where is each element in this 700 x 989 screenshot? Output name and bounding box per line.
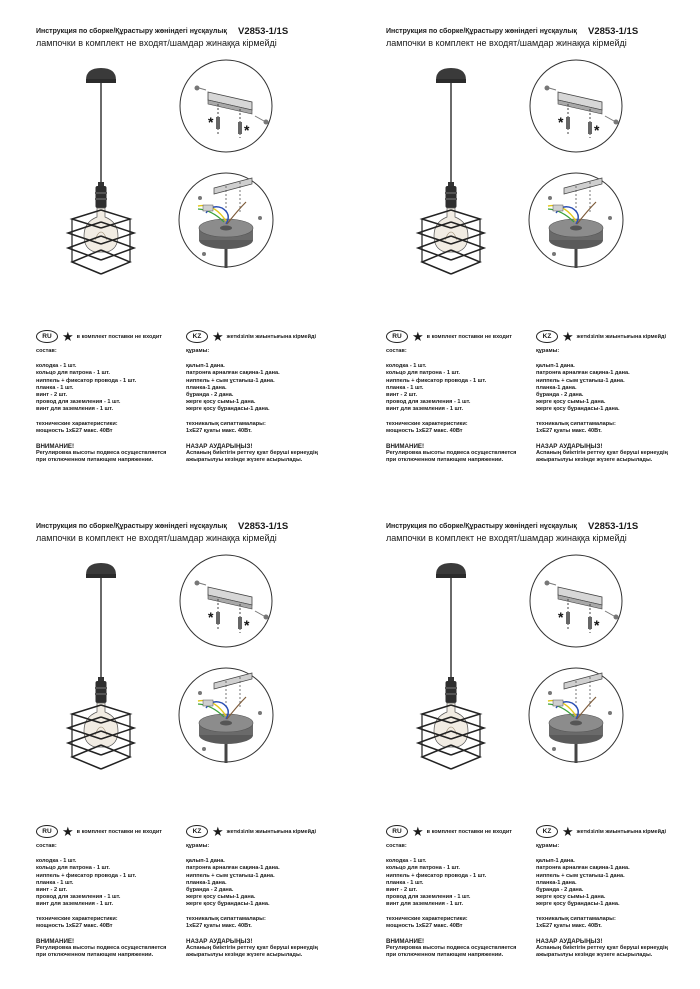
ru-item: планка - 1 шт.	[36, 384, 74, 391]
ru-badge: RU	[386, 825, 408, 838]
ru-specs-value: мощность 1хЕ27 макс. 40Вт	[36, 427, 113, 434]
kz-item: жерге қосу сымы-1 дана.	[186, 399, 256, 406]
kz-item: планка-1 дана.	[536, 384, 577, 391]
model-number: V2853-1/1S	[238, 26, 289, 37]
ru-item: кольцо для патрона - 1 шт.	[36, 370, 110, 377]
ru-item: провод для заземления - 1 шт.	[36, 399, 121, 406]
ru-not-included-note: в комплект поставки не входит	[426, 828, 512, 835]
canopy-wiring-detail-circle	[179, 173, 273, 268]
ru-item: кольцо для патрона - 1 шт.	[386, 370, 460, 377]
canopy-wiring-detail-circle	[529, 668, 623, 763]
star-icon: ★	[62, 329, 74, 344]
ru-item: колодка - 1 шт.	[386, 363, 427, 370]
ru-item: ниппель + фиксатор провода - 1 шт.	[36, 872, 137, 879]
ru-item: провод для заземления - 1 шт.	[36, 894, 121, 901]
ru-badge: RU	[36, 825, 58, 838]
ru-contents-title: состав:	[386, 843, 407, 849]
ru-warning-line: Регулировка высоты подвеса осуществляется	[36, 945, 167, 952]
ru-language-row	[36, 330, 162, 343]
ru-item: планка - 1 шт.	[36, 879, 74, 886]
kz-item: жерге қосу бұрандасы-1 дана.	[186, 406, 270, 413]
kz-item: қалып-1 дана.	[536, 858, 575, 865]
kz-warning-title: НАЗАР АУДАРЫҢЫЗ!	[536, 938, 603, 946]
ru-contents-title: состав:	[36, 843, 57, 849]
ru-item: винт для заземления - 1 шт.	[386, 406, 464, 413]
ru-warning-title: ВНИМАНИЕ!	[36, 443, 75, 451]
kz-item: планка-1 дана.	[536, 879, 577, 886]
kz-warning-line: ажыратылуы кезінде жүзеге асырылады.	[186, 457, 303, 464]
kz-not-included-note: жеткізілім жиынтығына кірмейді	[226, 828, 317, 835]
kz-item: бұранда - 2 дана.	[536, 887, 584, 894]
star-icon: ★	[562, 824, 574, 839]
ru-warning-line: Регулировка высоты подвеса осуществляется	[386, 450, 517, 457]
header-subtitle: лампочки в комплект не входят/шамдар жинаққа кірмейді	[36, 533, 277, 543]
kz-item: қалып-1 дана.	[186, 858, 225, 865]
ru-warning-title: ВНИМАНИЕ!	[36, 938, 75, 946]
kz-item: планка-1 дана.	[186, 879, 227, 886]
ru-item: планка - 1 шт.	[386, 879, 424, 886]
ru-warning-line: Регулировка высоты подвеса осуществляется	[36, 450, 167, 457]
ru-item: винт - 2 шт.	[386, 887, 418, 894]
ru-item: кольцо для патрона - 1 шт.	[386, 865, 460, 872]
detail-marker-2: *	[244, 617, 250, 633]
ru-item: винт - 2 шт.	[36, 887, 68, 894]
canopy-wiring-detail-circle	[179, 668, 273, 763]
header-title: Инструкция по сборке/Құрастыру жөніндегі нұсқаулық	[36, 523, 227, 530]
ru-item: винт для заземления - 1 шт.	[36, 901, 114, 908]
ru-column	[386, 348, 516, 465]
bracket-detail-circle	[530, 555, 622, 647]
kz-warning-line: Аспаның биіктігін реттеу қуат беруші кернеудің	[536, 450, 668, 457]
star-icon: ★	[562, 329, 574, 344]
ru-contents-title: состав:	[386, 348, 407, 354]
ru-column	[36, 843, 166, 960]
kz-contents-title: құрамы:	[186, 348, 210, 354]
assembly-illustration	[0, 495, 350, 825]
header-title: Инструкция по сборке/Құрастыру жөніндегі нұсқаулық	[36, 28, 227, 35]
detail-marker-1: *	[208, 114, 214, 130]
kz-item: патронға арналған сақина-1 дана.	[536, 370, 630, 377]
kz-item: патронға арналған сақина-1 дана.	[186, 370, 280, 377]
kz-badge: KZ	[186, 330, 208, 343]
pendant-lamp-drawing	[68, 563, 134, 769]
ru-item: колодка - 1 шт.	[36, 858, 77, 865]
kz-specs-value: 1хЕ27 қуаты макс. 40Вт.	[186, 427, 252, 434]
ru-item: ниппель + фиксатор провода - 1 шт.	[386, 377, 487, 384]
ru-warning-title: ВНИМАНИЕ!	[386, 938, 425, 946]
kz-not-included-note: жеткізілім жиынтығына кірмейді	[226, 333, 317, 340]
kz-specs-value: 1хЕ27 қуаты макс. 40Вт.	[536, 427, 602, 434]
instruction-sheet	[0, 495, 350, 989]
instruction-sheet	[350, 0, 700, 494]
ru-item: винт для заземления - 1 шт.	[386, 901, 464, 908]
detail-marker-1: *	[208, 609, 214, 625]
kz-badge: KZ	[536, 825, 558, 838]
ru-warning-line: при отключенном питающем напряжении.	[386, 952, 504, 959]
ru-item: винт для заземления - 1 шт.	[36, 406, 114, 413]
ru-item: винт - 2 шт.	[386, 392, 418, 399]
kz-contents-title: құрамы:	[536, 348, 560, 354]
kz-item: ниппель + сым ұстағыш-1 дана.	[536, 377, 625, 384]
ru-item: провод для заземления - 1 шт.	[386, 894, 471, 901]
ru-warning-line: Регулировка высоты подвеса осуществляется	[386, 945, 517, 952]
kz-specs-value: 1хЕ27 қуаты макс. 40Вт.	[186, 922, 252, 929]
kz-item: жерге қосу сымы-1 дана.	[536, 399, 606, 406]
kz-warning-line: Аспаның биіктігін реттеу қуат беруші кернеудің	[536, 945, 668, 952]
ru-language-row	[386, 825, 512, 838]
header-title: Инструкция по сборке/Құрастыру жөніндегі нұсқаулық	[386, 523, 577, 530]
kz-language-row	[536, 825, 666, 838]
kz-badge: KZ	[536, 330, 558, 343]
kz-contents-title: құрамы:	[536, 843, 560, 849]
kz-item: жерге қосу бұрандасы-1 дана.	[536, 406, 620, 413]
ru-contents-title: состав:	[36, 348, 57, 354]
kz-contents-title: құрамы:	[186, 843, 210, 849]
ru-specs-value: мощность 1хЕ27 макс. 40Вт	[386, 427, 463, 434]
kz-language-row	[186, 825, 316, 838]
kz-language-row	[536, 330, 666, 343]
pendant-lamp-drawing	[418, 68, 484, 274]
kz-item: патронға арналған сақина-1 дана.	[186, 865, 280, 872]
star-icon: ★	[412, 824, 424, 839]
kz-column	[536, 843, 668, 960]
kz-not-included-note: жеткізілім жиынтығына кірмейді	[576, 333, 667, 340]
kz-item: бұранда - 2 дана.	[186, 392, 234, 399]
kz-specs-title: техникалық сипаттамалары:	[536, 915, 616, 922]
ru-language-row	[36, 825, 162, 838]
ru-badge: RU	[36, 330, 58, 343]
ru-column	[36, 348, 166, 465]
model-number: V2853-1/1S	[588, 521, 639, 532]
kz-item: жерге қосу сымы-1 дана.	[536, 894, 606, 901]
kz-warning-line: ажыратылуы кезінде жүзеге асырылады.	[536, 457, 653, 464]
kz-item: жерге қосу сымы-1 дана.	[186, 894, 256, 901]
kz-item: бұранда - 2 дана.	[536, 392, 584, 399]
bracket-detail-circle	[530, 60, 622, 152]
bracket-detail-circle	[180, 555, 272, 647]
kz-specs-value: 1хЕ27 қуаты макс. 40Вт.	[536, 922, 602, 929]
kz-warning-title: НАЗАР АУДАРЫҢЫЗ!	[186, 443, 253, 451]
instruction-sheet	[350, 495, 700, 989]
kz-item: қалып-1 дана.	[536, 363, 575, 370]
ru-item: колодка - 1 шт.	[36, 363, 77, 370]
canopy-wiring-detail-circle	[529, 173, 623, 268]
detail-marker-1: *	[558, 114, 564, 130]
ru-specs-value: мощность 1хЕ27 макс. 40Вт	[36, 922, 113, 929]
ru-specs-title: технические характеристики:	[386, 420, 468, 427]
kz-specs-title: техникалық сипаттамалары:	[186, 420, 266, 427]
star-icon: ★	[212, 824, 224, 839]
star-icon: ★	[412, 329, 424, 344]
ru-warning-line: при отключенном питающем напряжении.	[36, 457, 154, 464]
detail-marker-2: *	[244, 122, 250, 138]
ru-specs-title: технические характеристики:	[386, 915, 468, 922]
assembly-illustration	[350, 495, 700, 825]
ru-specs-title: технические характеристики:	[36, 420, 118, 427]
kz-language-row	[186, 330, 316, 343]
model-number: V2853-1/1S	[588, 26, 639, 37]
assembly-illustration	[0, 0, 350, 330]
ru-item: винт - 2 шт.	[36, 392, 68, 399]
kz-column	[536, 348, 668, 465]
pendant-lamp-drawing	[68, 68, 134, 274]
kz-warning-line: ажыратылуы кезінде жүзеге асырылады.	[536, 952, 653, 959]
kz-warning-title: НАЗАР АУДАРЫҢЫЗ!	[186, 938, 253, 946]
kz-item: қалып-1 дана.	[186, 363, 225, 370]
kz-column	[186, 348, 318, 465]
detail-marker-2: *	[594, 617, 600, 633]
star-icon: ★	[212, 329, 224, 344]
instruction-sheet	[0, 0, 350, 494]
star-icon: ★	[62, 824, 74, 839]
header-subtitle: лампочки в комплект не входят/шамдар жинаққа кірмейді	[36, 38, 277, 48]
kz-warning-title: НАЗАР АУДАРЫҢЫЗ!	[536, 443, 603, 451]
ru-item: колодка - 1 шт.	[386, 858, 427, 865]
ru-warning-line: при отключенном питающем напряжении.	[386, 457, 504, 464]
kz-item: планка-1 дана.	[186, 384, 227, 391]
kz-specs-title: техникалық сипаттамалары:	[186, 915, 266, 922]
kz-badge: KZ	[186, 825, 208, 838]
kz-warning-line: ажыратылуы кезінде жүзеге асырылады.	[186, 952, 303, 959]
ru-item: ниппель + фиксатор провода - 1 шт.	[386, 872, 487, 879]
ru-specs-value: мощность 1хЕ27 макс. 40Вт	[386, 922, 463, 929]
assembly-illustration	[350, 0, 700, 330]
kz-column	[186, 843, 318, 960]
ru-not-included-note: в комплект поставки не входит	[426, 333, 512, 340]
header-subtitle: лампочки в комплект не входят/шамдар жинаққа кірмейді	[386, 38, 627, 48]
ru-warning-title: ВНИМАНИЕ!	[386, 443, 425, 451]
kz-specs-title: техникалық сипаттамалары:	[536, 420, 616, 427]
ru-warning-line: при отключенном питающем напряжении.	[36, 952, 154, 959]
kz-item: ниппель + сым ұстағыш-1 дана.	[186, 377, 275, 384]
header-title: Инструкция по сборке/Құрастыру жөніндегі нұсқаулық	[386, 28, 577, 35]
ru-not-included-note: в комплект поставки не входит	[76, 333, 162, 340]
detail-marker-2: *	[594, 122, 600, 138]
detail-marker-1: *	[558, 609, 564, 625]
kz-item: бұранда - 2 дана.	[186, 887, 234, 894]
pendant-lamp-drawing	[418, 563, 484, 769]
kz-not-included-note: жеткізілім жиынтығына кірмейді	[576, 828, 667, 835]
kz-warning-line: Аспаның биіктігін реттеу қуат беруші кернеудің	[186, 945, 318, 952]
ru-specs-title: технические характеристики:	[36, 915, 118, 922]
ru-not-included-note: в комплект поставки не входит	[76, 828, 162, 835]
kz-item: ниппель + сым ұстағыш-1 дана.	[536, 872, 625, 879]
ru-item: ниппель + фиксатор провода - 1 шт.	[36, 377, 137, 384]
ru-item: планка - 1 шт.	[386, 384, 424, 391]
header-subtitle: лампочки в комплект не входят/шамдар жинаққа кірмейді	[386, 533, 627, 543]
model-number: V2853-1/1S	[238, 521, 289, 532]
bracket-detail-circle	[180, 60, 272, 152]
kz-item: жерге қосу бұрандасы-1 дана.	[186, 901, 270, 908]
ru-badge: RU	[386, 330, 408, 343]
kz-warning-line: Аспаның биіктігін реттеу қуат беруші кернеудің	[186, 450, 318, 457]
kz-item: патронға арналған сақина-1 дана.	[536, 865, 630, 872]
ru-item: кольцо для патрона - 1 шт.	[36, 865, 110, 872]
kz-item: ниппель + сым ұстағыш-1 дана.	[186, 872, 275, 879]
ru-language-row	[386, 330, 512, 343]
kz-item: жерге қосу бұрандасы-1 дана.	[536, 901, 620, 908]
ru-item: провод для заземления - 1 шт.	[386, 399, 471, 406]
ru-column	[386, 843, 516, 960]
